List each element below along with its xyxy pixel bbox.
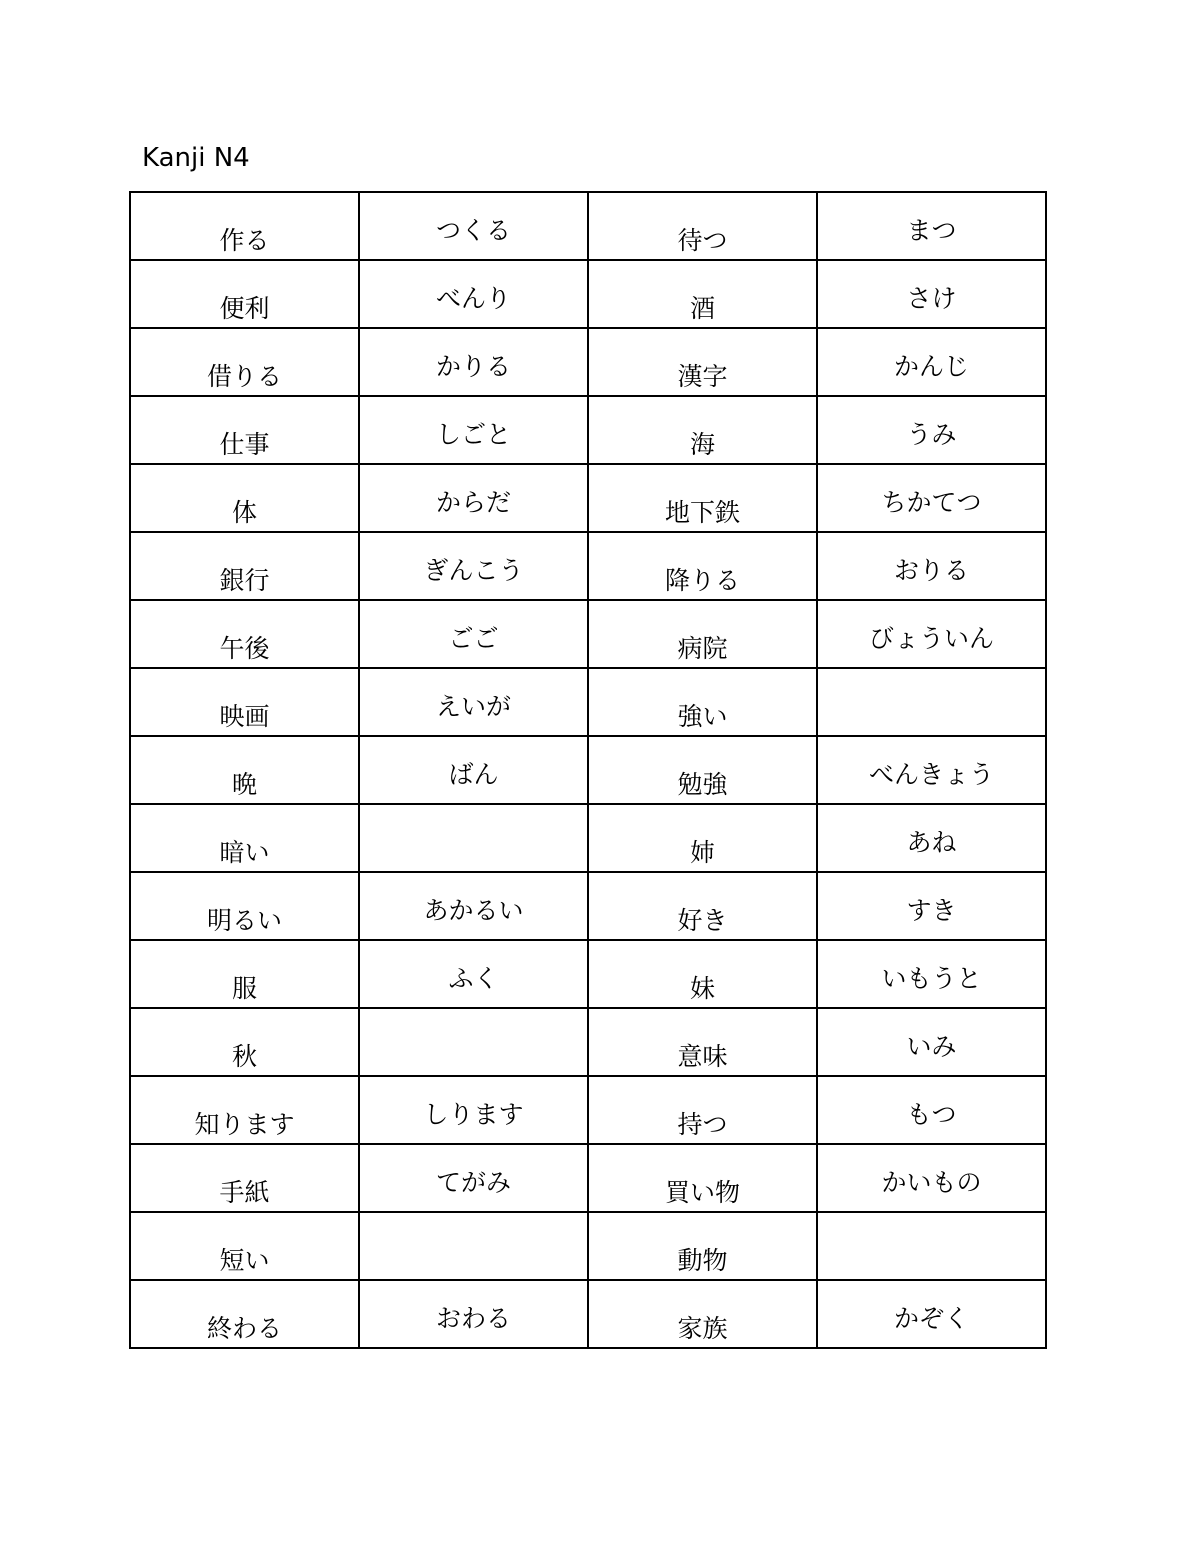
- reading-cell-text: いもうと: [881, 964, 982, 993]
- kanji-cell: [130, 192, 359, 260]
- kanji-cell: [588, 1076, 817, 1144]
- kanji-cell: [130, 600, 359, 668]
- kanji-cell: [588, 1212, 817, 1280]
- kanji-cell-text: 待つ: [677, 226, 728, 255]
- reading-cell: [359, 1212, 588, 1280]
- table-row: [130, 464, 1046, 532]
- reading-cell: [817, 260, 1046, 328]
- table-row: [130, 192, 1046, 260]
- table-row: [130, 328, 1046, 396]
- kanji-cell-text: 好き: [677, 906, 728, 935]
- reading-cell-text: おわる: [435, 1304, 511, 1333]
- kanji-cell-text: 便利: [219, 294, 270, 323]
- table-row: [130, 1076, 1046, 1144]
- reading-cell-text: かりる: [435, 352, 511, 381]
- reading-cell: [359, 328, 588, 396]
- reading-cell: [817, 396, 1046, 464]
- kanji-cell: [588, 464, 817, 532]
- table-row: [130, 600, 1046, 668]
- kanji-cell-text: 銀行: [219, 566, 270, 595]
- kanji-cell: [588, 1280, 817, 1348]
- reading-cell-text: ごご: [448, 624, 499, 653]
- kanji-cell: [588, 1144, 817, 1212]
- kanji-cell-text: 酒: [689, 294, 715, 323]
- kanji-cell: [130, 1008, 359, 1076]
- reading-cell: [817, 736, 1046, 804]
- kanji-cell: [588, 260, 817, 328]
- kanji-cell: [130, 1144, 359, 1212]
- reading-cell-text: あね: [906, 828, 957, 857]
- reading-cell: [817, 940, 1046, 1008]
- reading-cell: [817, 600, 1046, 668]
- kanji-cell-text: 午後: [219, 634, 270, 663]
- kanji-cell: [588, 532, 817, 600]
- kanji-cell-text: 服: [231, 974, 257, 1003]
- reading-cell: [359, 1280, 588, 1348]
- reading-cell-text: びょういん: [868, 624, 994, 653]
- kanji-cell-text: 家族: [677, 1314, 728, 1343]
- reading-cell-text: まつ: [906, 216, 957, 245]
- vocabulary-table-body: [130, 192, 1046, 1348]
- reading-cell: [359, 464, 588, 532]
- table-row: [130, 1144, 1046, 1212]
- kanji-cell-text: 漢字: [677, 362, 728, 391]
- kanji-cell-text: 仕事: [219, 430, 270, 459]
- kanji-cell-text: 体: [231, 498, 257, 527]
- kanji-cell: [130, 872, 359, 940]
- kanji-cell-text: 病院: [677, 634, 728, 663]
- table-row: [130, 1212, 1046, 1280]
- reading-cell-text: かいもの: [881, 1168, 982, 1197]
- kanji-cell-text: 強い: [677, 702, 728, 731]
- kanji-cell-text: 買い物: [664, 1178, 740, 1207]
- reading-cell-text: あかるい: [423, 896, 524, 925]
- kanji-cell: [130, 804, 359, 872]
- reading-cell: [817, 532, 1046, 600]
- table-row: [130, 260, 1046, 328]
- kanji-cell-text: 知ります: [194, 1110, 295, 1139]
- reading-cell-text: えいが: [435, 692, 511, 721]
- kanji-cell-text: 意味: [677, 1042, 728, 1071]
- reading-cell-text: てがみ: [435, 1168, 511, 1197]
- kanji-cell-text: 暗い: [219, 838, 270, 867]
- kanji-cell-text: 降りる: [664, 566, 740, 595]
- kanji-cell: [588, 328, 817, 396]
- kanji-cell: [130, 328, 359, 396]
- kanji-cell: [588, 1008, 817, 1076]
- kanji-cell-text: 手紙: [219, 1178, 270, 1207]
- kanji-cell: [130, 1212, 359, 1280]
- page-title: Kanji N4: [142, 143, 250, 173]
- reading-cell: [359, 1008, 588, 1076]
- table-row: [130, 804, 1046, 872]
- kanji-cell-text: 地下鉄: [664, 498, 740, 527]
- kanji-cell-text: 短い: [219, 1246, 270, 1275]
- kanji-cell: [130, 668, 359, 736]
- reading-cell-text: おりる: [893, 556, 969, 585]
- kanji-cell: [130, 464, 359, 532]
- reading-cell-text: しごと: [435, 420, 511, 449]
- reading-cell: [817, 1212, 1046, 1280]
- reading-cell-text: うみ: [906, 420, 957, 449]
- reading-cell: [817, 804, 1046, 872]
- reading-cell-text: かんじ: [893, 352, 969, 381]
- reading-cell-text: さけ: [906, 284, 957, 313]
- table-row: [130, 940, 1046, 1008]
- kanji-cell: [130, 260, 359, 328]
- reading-cell: [817, 1280, 1046, 1348]
- reading-cell: [359, 396, 588, 464]
- reading-cell-text: ちかてつ: [881, 488, 982, 517]
- reading-cell-text: ばん: [448, 760, 499, 789]
- kanji-cell: [588, 940, 817, 1008]
- reading-cell: [359, 872, 588, 940]
- kanji-cell: [588, 872, 817, 940]
- kanji-cell: [130, 396, 359, 464]
- reading-cell: [359, 1076, 588, 1144]
- kanji-cell-text: 作る: [219, 226, 270, 255]
- table-row: [130, 872, 1046, 940]
- reading-cell: [817, 464, 1046, 532]
- kanji-cell-text: 動物: [677, 1246, 728, 1275]
- reading-cell: [359, 668, 588, 736]
- kanji-cell: [588, 396, 817, 464]
- reading-cell: [359, 192, 588, 260]
- table-row: [130, 1008, 1046, 1076]
- reading-cell: [359, 1144, 588, 1212]
- kanji-cell-text: 晩: [231, 770, 257, 799]
- kanji-cell-text: 勉強: [677, 770, 728, 799]
- table-row: [130, 1280, 1046, 1348]
- table-row: [130, 396, 1046, 464]
- reading-cell: [359, 940, 588, 1008]
- reading-cell: [817, 668, 1046, 736]
- kanji-cell: [588, 668, 817, 736]
- reading-cell: [359, 736, 588, 804]
- reading-cell-text: つくる: [435, 216, 511, 245]
- kanji-cell: [130, 940, 359, 1008]
- reading-cell: [817, 1144, 1046, 1212]
- kanji-cell: [130, 736, 359, 804]
- vocabulary-table: [129, 191, 1047, 1349]
- reading-cell: [817, 328, 1046, 396]
- reading-cell-text: いみ: [906, 1032, 957, 1061]
- kanji-cell: [588, 600, 817, 668]
- kanji-cell: [130, 1076, 359, 1144]
- reading-cell: [817, 872, 1046, 940]
- kanji-cell-text: 借りる: [206, 362, 282, 391]
- table-row: [130, 532, 1046, 600]
- kanji-cell: [588, 736, 817, 804]
- kanji-cell-text: 持つ: [677, 1110, 728, 1139]
- table-row: [130, 668, 1046, 736]
- reading-cell: [359, 804, 588, 872]
- reading-cell-text: しります: [423, 1100, 524, 1129]
- table-row: [130, 736, 1046, 804]
- kanji-cell: [130, 1280, 359, 1348]
- kanji-cell-text: 海: [689, 430, 715, 459]
- reading-cell: [359, 260, 588, 328]
- reading-cell: [817, 1076, 1046, 1144]
- kanji-cell: [130, 532, 359, 600]
- reading-cell-text: ふく: [448, 964, 499, 993]
- kanji-cell: [588, 192, 817, 260]
- reading-cell-text: べんきょう: [868, 760, 994, 789]
- kanji-cell-text: 姉: [689, 838, 715, 867]
- kanji-cell-text: 明るい: [206, 906, 282, 935]
- reading-cell-text: すき: [906, 896, 957, 925]
- kanji-cell-text: 映画: [219, 702, 270, 731]
- reading-cell-text: もつ: [906, 1100, 957, 1129]
- reading-cell-text: ぎんこう: [423, 556, 524, 585]
- reading-cell-text: べんり: [435, 284, 511, 313]
- reading-cell-text: からだ: [435, 488, 511, 517]
- kanji-cell-text: 妹: [689, 974, 715, 1003]
- reading-cell: [817, 192, 1046, 260]
- kanji-cell-text: 秋: [231, 1042, 257, 1071]
- reading-cell: [817, 1008, 1046, 1076]
- reading-cell-text: かぞく: [893, 1304, 969, 1333]
- reading-cell: [359, 532, 588, 600]
- kanji-cell: [588, 804, 817, 872]
- reading-cell: [359, 600, 588, 668]
- kanji-cell-text: 終わる: [206, 1314, 282, 1343]
